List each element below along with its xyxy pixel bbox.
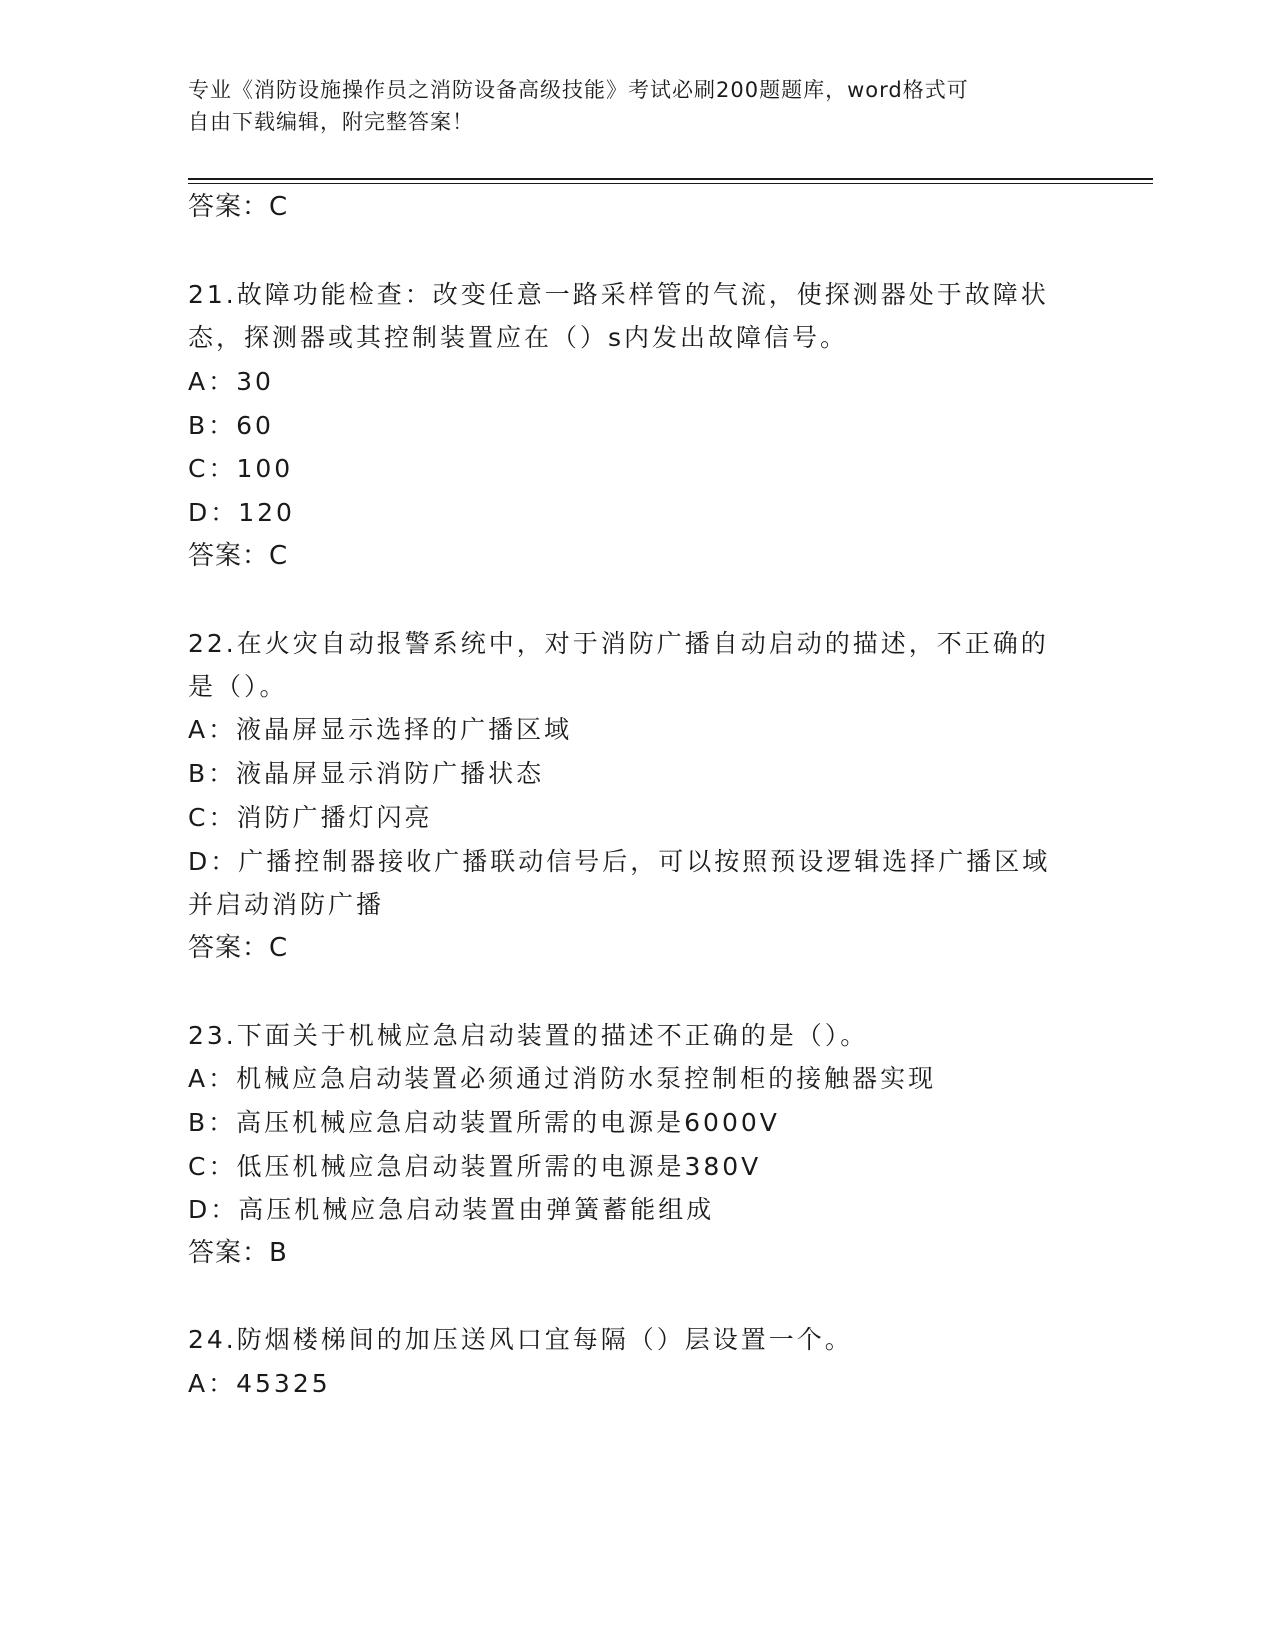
question-22-option-d-continued: 并启动消防广播 [188,890,385,919]
question-22-option-d: D：广播控制器接收广播联动信号后，可以按照预设逻辑选择广播区域 [188,847,1051,876]
question-24-stem-line-1: 24.防烟楼梯间的加压送风口宜每隔（）层设置一个。 [188,1325,853,1354]
question-22-stem-line-1: 22.在火灾自动报警系统中，对于消防广播自动启动的描述，不正确的 [188,629,1049,658]
question-23-option-d: D：高压机械应急启动装置由弹簧蓄能组成 [188,1195,715,1224]
question-23-option-b: B：高压机械应急启动装置所需的电源是6000V [188,1108,780,1137]
header-divider-thin [188,183,1153,184]
question-23-option-c: C：低压机械应急启动装置所需的电源是380V [188,1152,762,1181]
question-22-option-c: C：消防广播灯闪亮 [188,803,433,832]
question-21-option-b: B：60 [188,411,274,440]
header-line-1: 专业《消防设施操作员之消防设备高级技能》考试必刷200题题库，word格式可 [188,78,969,102]
question-23-answer: 答案：B [188,1238,288,1268]
question-21-answer: 答案：C [188,541,289,571]
header-divider-thick [188,178,1153,180]
question-24-option-a: A：45325 [188,1369,331,1398]
previous-answer: 答案：C [188,192,289,222]
question-22-option-a: A：液晶屏显示选择的广播区域 [188,715,573,744]
question-23-stem-line-1: 23.下面关于机械应急启动装置的描述不正确的是（）。 [188,1021,869,1050]
question-21-stem-line-2: 态，探测器或其控制装置应在（）s内发出故障信号。 [188,323,849,352]
question-22-stem-line-2: 是（）。 [188,672,288,701]
question-22-option-b: B：液晶屏显示消防广播状态 [188,759,545,788]
header-line-2: 自由下载编辑，附完整答案！ [188,110,474,134]
question-21-option-c: C：100 [188,454,294,483]
question-21-option-a: A：30 [188,367,274,396]
question-23-option-a: A：机械应急启动装置必须通过消防水泵控制柜的接触器实现 [188,1064,937,1093]
question-21-option-d: D：120 [188,498,295,527]
document-header [188,74,1068,138]
question-22-answer: 答案：C [188,933,289,963]
question-21-stem-line-1: 21.故障功能检查：改变任意一路采样管的气流，使探测器处于故障状 [188,280,1049,309]
